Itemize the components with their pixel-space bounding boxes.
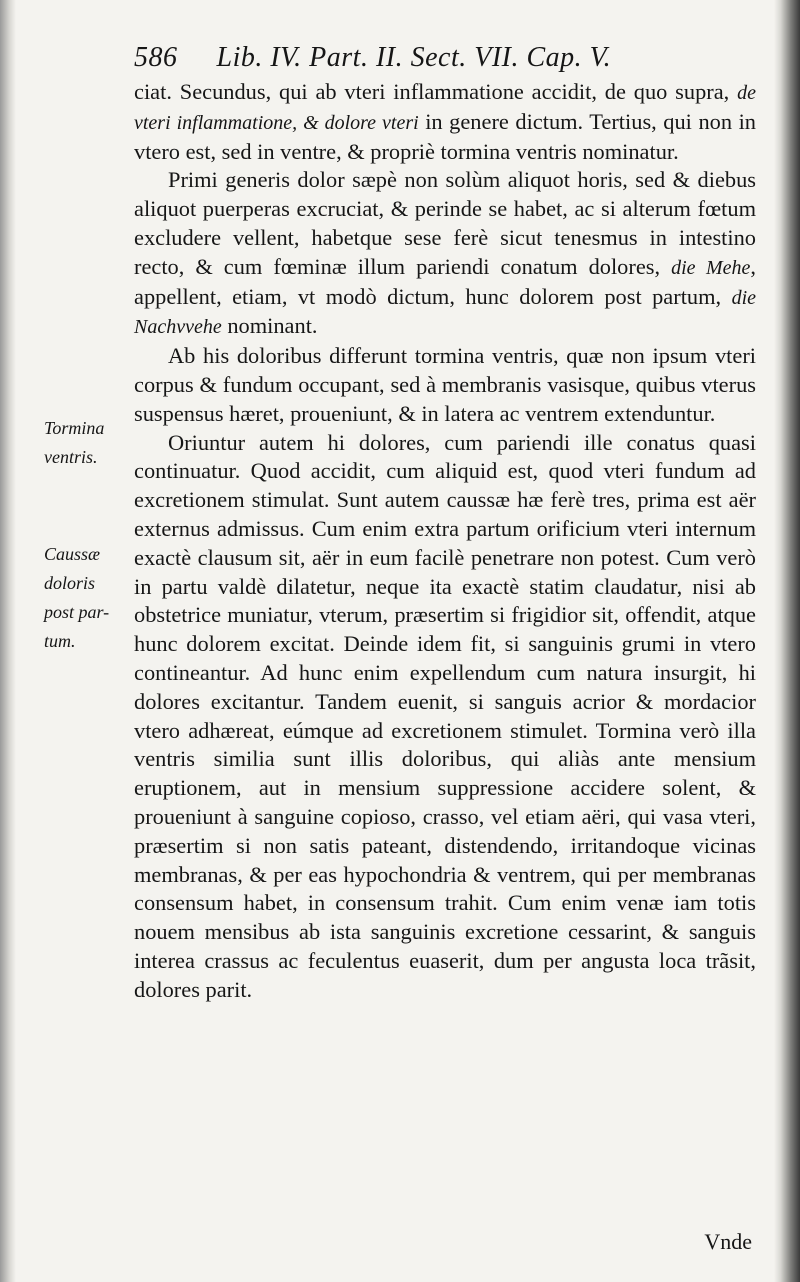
paragraph-4: Oriuntur autem hi dolores, cum pariendi ille conatus quasi continuatur. Quod accidit, cum aliquid est, quod vteri fundum ad excretionem stimulat. Sunt autem caussæ hæ ferè tres, prima est aër externus admissus. Cum enim extra partum orificium vteri internum exactè clausum sit, aër in eum facilè penetrare non potest. Cum verò in partu valdè dilatetur, neque ita exactè statim claudatur, nisi ab obstetrice muniatur, vterum, præsertim si frigidior sit, offendit, atque hunc dolorem excitat. Deinde idem fit, si sanguinis grumi in vtero contineantur. Ad hunc enim expellendum cum natura insurgit, hi dolores excitantur. Tandem euenit, si sanguis acrior & mordacior vtero adhæreat, eúmque ad excretionem stimulet. Tormina verò illa ventris similia sunt illis doloribus, qui aliàs ante mensium eruptionem, aut in mensium suppressione accidere solent, & proueniunt à sanguine copioso, crasso, vel etiam aëri, qui vasa vteri, præsertim si non satis pateant, distendendo, irritandoque vicinas membranas, & per eas hypochondria & ventrem, qui per membranas consensum habet, in consensum trahit. Cum enim venæ iam totis nouem mensibus ab ista sanguinis excretione cessarint, & sanguis interea crassus ac feculentus euaserit, dum per angusta loca trãsit, dolores parit. <box>134 429 756 1002</box>
margin-note-line: Caussæ <box>44 544 101 564</box>
text-run: Primi generis dolor sæpè non solùm aliquot horis, sed & diebus aliquot puerperas excruciat, & perinde se habet, ac si alterum fœtum excludere vellent, habetque sese ferè sicut tenesmus in intestino recto, & cum fœminæ illum pariendi conatum dolores, <box>134 167 756 279</box>
text-run: in genere dictum. Tertius, qui non in vtero est, sed in ventre, & propriè tormina ventris nominatur. <box>134 108 756 164</box>
paragraph-2 <box>134 166 756 342</box>
italic-run: die Mehe <box>671 256 751 279</box>
margin-note-line: doloris <box>44 573 96 593</box>
paragraph-1 <box>134 78 756 166</box>
page-number: 586 <box>134 42 178 73</box>
margin-note-line: Tormina <box>44 418 105 438</box>
margin-note-line: post par- <box>44 602 110 622</box>
margin-note-caussae <box>44 540 134 656</box>
body-text <box>134 78 756 1005</box>
page-left-edge-shadow <box>0 0 16 1282</box>
margin-note-tormina <box>44 414 134 472</box>
catchword: Vnde <box>704 1229 752 1254</box>
text-run: nominant. <box>221 313 318 339</box>
page-right-edge-shadow <box>774 0 800 1282</box>
margin-note-line: tum. <box>44 631 76 651</box>
running-title: Lib. IV. Part. II. Sect. VII. Cap. V. <box>216 42 612 73</box>
text-run: ciat. Secundus, qui ab vteri inflammatione accidit, de quo supra, <box>134 79 738 104</box>
margin-note-line: ventris. <box>44 447 98 467</box>
italic-run: die Nachvvehe <box>134 286 756 339</box>
text-run: , appellent, etiam, vt modò dictum, hunc dolorem post partum, <box>134 253 756 309</box>
italic-run: de vteri inflammatione, & dolore vteri <box>134 82 756 134</box>
paragraph-3: Ab his doloribus differunt tormina ventris, quæ non ipsum vteri corpus & fundum occupant, sed à membranis vasisque, quibus vterus suspensus hæret, proueniunt, & in latera ac ventrem extenduntur. <box>134 343 756 426</box>
running-header <box>134 38 774 78</box>
